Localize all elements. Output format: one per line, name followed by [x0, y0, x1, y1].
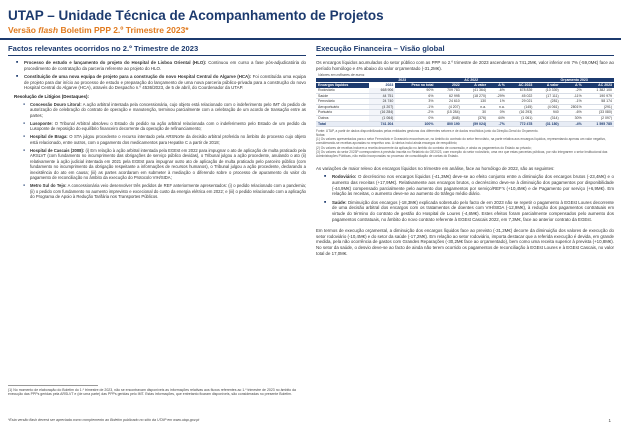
row-label: Aeroportuário: [316, 104, 369, 110]
table-cell: 800 190: [435, 121, 461, 127]
table-cell: 44 751: [369, 93, 395, 99]
report-subtitle: [8, 25, 189, 35]
table-cell: 3%: [395, 99, 435, 105]
col-header: 2023: [369, 83, 395, 88]
litigios-list: [30, 102, 306, 200]
table-cell: (4 061): [534, 104, 560, 110]
table-cell: (17 111): [534, 93, 560, 99]
table-cell: (314): [534, 115, 560, 121]
litigio-text: O STA julgou procedente o recurso intentado pela ARSNorte da decisão arbitral proferida no âmbito do processo cujo objeto está relacionado, entre outros, com o pagamento dos medicamentos para Hepatite C a partir de 2018;: [30, 134, 306, 145]
table-cell: 1 382 100: [584, 88, 614, 93]
table-cell: 90%: [395, 88, 435, 93]
table-cell: n.a.: [462, 104, 488, 110]
table-cell: -6%: [488, 88, 507, 93]
fact-text: Continuou em curso a fase pós-adjudicatória do procedimento de contratação da parceria referente ao projeto do HLO.: [24, 60, 306, 71]
subtitle-flash: flash: [38, 25, 59, 35]
table-cell: (376): [462, 115, 488, 121]
table-cell: 668 906: [369, 88, 395, 93]
finance-section-title: Execução Financeira – Visão global: [316, 44, 445, 53]
variation-heading: Rodoviário:: [332, 174, 357, 180]
facts-section-rule: [8, 55, 306, 56]
litigio-text: A ação arbitral intentada pela concessionária, cujo objeto está relacionado com o indeferimento pelo IMT do pedido de autorização de celebração do contrato de operação e manutenção, terminou parcialmente com a celebração de um acordo de transação entre as partes;: [30, 101, 306, 118]
table-note: (3) Os valores do setor 2023P correspondem à previsão inscrita no Relatório do OE2023, com exceção do setor rodoviário, uma vez que estas parcerias públicas, por não integrarem o setor Institucional das Administrações Públicas, não estão incorporadas no processo de consolidação de contas do Estado.: [316, 149, 608, 158]
table-cell: 709 783: [435, 88, 461, 93]
table-cell: n.a.: [488, 104, 507, 110]
col-header: Δ %: [488, 83, 507, 88]
litigio-text: O Tribunal Arbitral absolveu o Estado do pedido na ação arbitral relacionada com o indeferimento pelo Estado de um pedido da Lusoponte de reposição do equilíbrio financeiro decorrente da operação de refinanciamento;: [30, 120, 306, 132]
table-cell: -1%: [561, 99, 584, 105]
fact-heading: Processo de estudo e lançamento do projeto do Hospital de Lisboa Oriental (HLO):: [24, 60, 207, 65]
row-label: Rodoviário: [316, 88, 369, 93]
finance-table: [316, 73, 614, 127]
table-note: Notas:: [316, 133, 326, 138]
table-cell: (41 364): [462, 88, 488, 93]
table-cell: (2 097): [584, 115, 614, 121]
table-cell: -6%: [561, 110, 584, 116]
table-notes: [316, 129, 614, 158]
footnote-rule: [8, 385, 98, 386]
litigio-heading: Hospital de Cascais (2008):: [30, 147, 85, 153]
finance-section-rule: [316, 55, 614, 56]
table-cell: (4 207): [369, 104, 395, 110]
closing-paragraph: Em termos de execução orçamental, a diminuição dos encargos líquidos face ao previsto (-31,2M€) decorre da diminuição dos valores de execução do setor rodoviário (-10,4M€) e do setor da saúde (-17,2M€). Em relação ao setor rodoviário, importa destacar que a referida execução é devida, em grande medida, pela não ocorrência de gastos com Grandes Reparações (-30,2M€ face ao orçamentado), bem como uma receita superior à prevista (+10,8M€). No setor da saúde, o desvio deve-se ao facto de ainda não terem ocorrido os pagamentos de reconciliação à EGEst Loures e à EGEst Cascais, no valor total de 17,0M€.: [316, 228, 614, 256]
table-cell: 24 610: [435, 99, 461, 105]
litigios-title: Resolução de Litígios (Destaques):: [14, 93, 90, 99]
row-label: Outros: [316, 115, 369, 121]
table-cell: -11%: [561, 93, 584, 99]
table-cell: (1 064): [369, 115, 395, 121]
row-label: Ferroviário: [316, 99, 369, 105]
group-orcamento: Orçamento 2023: [534, 78, 614, 83]
table-cell: (10 339): [534, 88, 560, 93]
table-cell: 130: [462, 99, 488, 105]
table-cell: (59 024): [462, 121, 488, 127]
table-body: [316, 88, 614, 127]
litigio-item: [30, 134, 306, 145]
group-ac2022: AC 2022: [435, 78, 506, 83]
col-header: Peso no total: [395, 83, 435, 88]
col-header: 2022: [435, 83, 461, 88]
litigio-text: (i) Em relação à ação arbitral intentada pela EGEst em 2022 para impugnar o ato de aplicação de multa praticado pela ARSLVT (com fundamento no incumprimento das obrigações de serviço público devidas), o Tribunal julgou a ação procedente, anulando o ato (ii) relativamente à ação judicial intentada em 2021 pela EGEst para impugnar outro ato de aplicação de multa praticado pelo parceiro público (com fundamento no incumprimento da obrigação respeitante a informações de recursos humanos), o Tribunal julgou a ação procedente, declarando a inexistência do ato em causa; (iii) as partes acordaram em submeter à mediação o diferendo sobre o processo de apuramento do valor do pagamento de reconciliação no âmbito da execução do Protocolo VIH/SIDA;: [30, 147, 306, 181]
table-cell: 24 740: [369, 99, 395, 105]
fact-heading: Constituição de uma nova equipa de projeto para a construção do novo Hospital Central do Algarve (HCA):: [24, 74, 252, 80]
variation-text: Diminuição dos encargos (-18,3M€) explicada sobretudo pelo facto de em 2023 não se repetir o pagamento à EGEst Loures decorrente de uma decisão arbitral dos encargos com os tratamentos de doentes com VIH/SIDA (-12,9M€), à redução dos pagamentos contratuais em virtude do término do contrato de gestão do Hospital de Loures (-4,6M€). Estes efeitos foram parcialmente compensados pelo aumento dos pagamentos contratuais, no âmbito do novo contrato referente à EGEst Cascais 2022, em 7,3M€, face ao anterior contrato da EGEst.: [332, 199, 614, 222]
table-cell: (16 284): [369, 110, 395, 116]
row-label: Portuário: [316, 110, 369, 116]
table-cell: 62 995: [435, 93, 461, 99]
table-cell: 100%: [395, 121, 435, 127]
litigio-heading: Hospital de Braga:: [30, 134, 68, 140]
table-cell: -1%: [395, 104, 435, 110]
table-cell: 1%: [488, 99, 507, 105]
table-note: Fonte: UTAP, a partir de dados disponibilizados pelas entidades gestoras dos diferentes setores e de dados recolhidos junto da Direção-Geral do Orçamento.: [316, 129, 539, 134]
litigio-text: A concessionária veio desenvolver três pedidos de REF anteriormente apresentados: (i) o pedido relacionado com a pandemia; (ii) o pedido com fundamento no aumento imprevisto e excecional do custo da energia elétrica em 2022; e (iii) o pedido relacionado com a aplicação do Programa de Apoio à Redução Tarifária nos Transportes Públicos.: [30, 183, 307, 200]
litigio-item: [30, 121, 306, 132]
table-cell: (16 293): [507, 110, 535, 116]
litigio-heading: Metro Sul do Tejo:: [30, 183, 67, 189]
table-cell: -4%: [561, 121, 584, 127]
litigio-item: [30, 102, 306, 118]
litigio-item: [30, 183, 306, 199]
table-cell: 741 204: [369, 121, 395, 127]
litigio-item: [30, 148, 306, 181]
variation-heading: Saúde:: [332, 199, 347, 205]
col-header: Δ valor: [534, 83, 560, 88]
variation-item: [326, 174, 614, 196]
col-header: AC 2023: [507, 83, 535, 88]
table-cell: 0%: [488, 110, 507, 116]
table-cell: -2%: [561, 88, 584, 93]
table-unit: Valores em milhares de euros: [316, 73, 435, 78]
subtitle-rest: Boletim PPP 2.º Trimestre 2023*: [58, 25, 189, 35]
table-cell: 58 174: [584, 99, 614, 105]
col-header: AC 2023: [584, 83, 614, 88]
table-cell: (33 080): [584, 110, 614, 116]
variation-text: O decréscimo nos encargos líquidos (-41,3M€) deve-se ao efeito conjunto entre a diminuição dos encargos brutos (-23,4M€) e o aumento das receitas (+17,9M€). Relativamente aos encargos brutos, o decréscimo deve-se à diminuição dos pagamentos por disponibilidade (-44,9M€) compensado parcialmente pelo aumento dos pagamentos por serviço/REF's (+10,4M€) e de Pagamento por serviço (+6,9M€). Em relação às receitas, o aumento deve-se ao aumento do tráfego médio diário.: [332, 174, 614, 197]
table-cell: -7%: [488, 121, 507, 127]
col-header: Δ %: [561, 83, 584, 88]
fact-item: [18, 60, 306, 71]
table-cell: (291): [584, 104, 614, 110]
report-title: UTAP – Unidade Técnica de Acompanhamento de Projetos: [8, 8, 384, 23]
fact-text: Foi constituída uma equipa de projeto para dar início ao processo de estudo e preparação do lançamento de uma nova parceria público-privada para a construção do novo Hospital Central do Algarve (HCA), através do Despacho n.º 4536/2023, de 5 de abril, do Coordenador da UTAP.: [24, 74, 306, 91]
table-cell: (18 270): [462, 93, 488, 99]
table-cell: 30: [462, 110, 488, 116]
col-header: Encargos líquidos: [316, 83, 369, 88]
row-label: Saúde: [316, 93, 369, 99]
table-note: (1) Os valores apresentados para o setor Ferroviário e Oceanário encontram-se, no âmbito do contrato do setor ferroviário, na parte relativa aos encargos líquidos, representando apenas um valor negativo, considerando-se receitas apuradas no respetivo ano. A rubrica inclui ainda encargos de reequilíbrio;: [316, 137, 607, 146]
row-label: Total: [316, 121, 369, 127]
table-cell: (15 284): [435, 110, 461, 116]
table-cell: (1 061): [507, 115, 535, 121]
table-row: [316, 121, 614, 127]
group-2023: 2023: [369, 78, 435, 83]
right-column: [316, 44, 614, 256]
subtitle-prefix: Versão: [8, 25, 39, 35]
litigio-heading: Lusoponte:: [30, 120, 53, 126]
facts-list: [18, 60, 306, 91]
table-cell: 6%: [395, 93, 435, 99]
table-cell: 190 979: [584, 93, 614, 99]
table-cell: (281): [534, 99, 560, 105]
fact-item: [18, 74, 306, 91]
table-cell: (31 180): [534, 121, 560, 127]
table-cell: 678 839: [507, 88, 535, 93]
table-cell: (848): [435, 115, 461, 121]
table-cell: 30%: [561, 115, 584, 121]
table-cell: 44%: [488, 115, 507, 121]
table-cell: 772 478: [507, 121, 535, 127]
flash-note: *Esta versão flash deverá ser apreciada como complemento ao Boletim publicado no sítio da UTAP em www.utap.gov.pt: [8, 418, 200, 422]
table-cell: 2801%: [561, 104, 584, 110]
footnote: (1) No momento de elaboração do Boletim do 1.º trimestre de 2023, não se encontravam disponíveis as informações relativas aos fluxos referentes ao 1.º trimestre de 2023 no âmbito da execução das PPPs geridas pela ARSLVT e (de uma parte) das PPPs geridas pelo IMT. Estas informações, que entretanto ficaram disponíveis, são consideradas no presente Boletim.: [8, 388, 296, 397]
variations-intro: As variações de maior relevo dos encargos líquidos no trimestre em análise, face ao homólogo de 2022, são as seguintes:: [316, 165, 555, 171]
variations-list: [326, 174, 614, 222]
litigio-heading: Concessão Douro Litoral:: [30, 101, 82, 107]
variation-item: [326, 200, 614, 222]
table-cell: 29 021: [507, 99, 535, 105]
table-cell: 45 022: [507, 93, 535, 99]
table-cell: -2%: [395, 110, 435, 116]
table-cell: 1 595 785: [584, 121, 614, 127]
table-cell: -29%: [488, 93, 507, 99]
table-cell: 0%: [395, 115, 435, 121]
table-cell: (4 207): [435, 104, 461, 110]
table-note: (2) Os valores de receitas incluem a receita decorrente da aplicação no âmbito do contrato de concessão, e ainda os pagamentos do Estado ao privado;: [316, 145, 532, 150]
finance-intro: Os encargos líquidos acumulados do setor público com as PPP no 2.º trimestre de 2023 ascenderam a 741,2M€, valor inferior em 7% (-59,0M€) face ao período homólogo e 4% abaixo do valor orçamentado (-31,2M€).: [316, 60, 614, 71]
col-header: Δ valor: [462, 83, 488, 88]
table-cell: 940: [534, 110, 560, 116]
left-column: [8, 44, 306, 202]
facts-section-title: Factos relevantes ocorridos no 2.º Trimestre de 2023: [8, 44, 199, 53]
table-cell: (145): [507, 104, 535, 110]
page-number: 1: [608, 418, 611, 423]
header-divider: [0, 38, 621, 40]
